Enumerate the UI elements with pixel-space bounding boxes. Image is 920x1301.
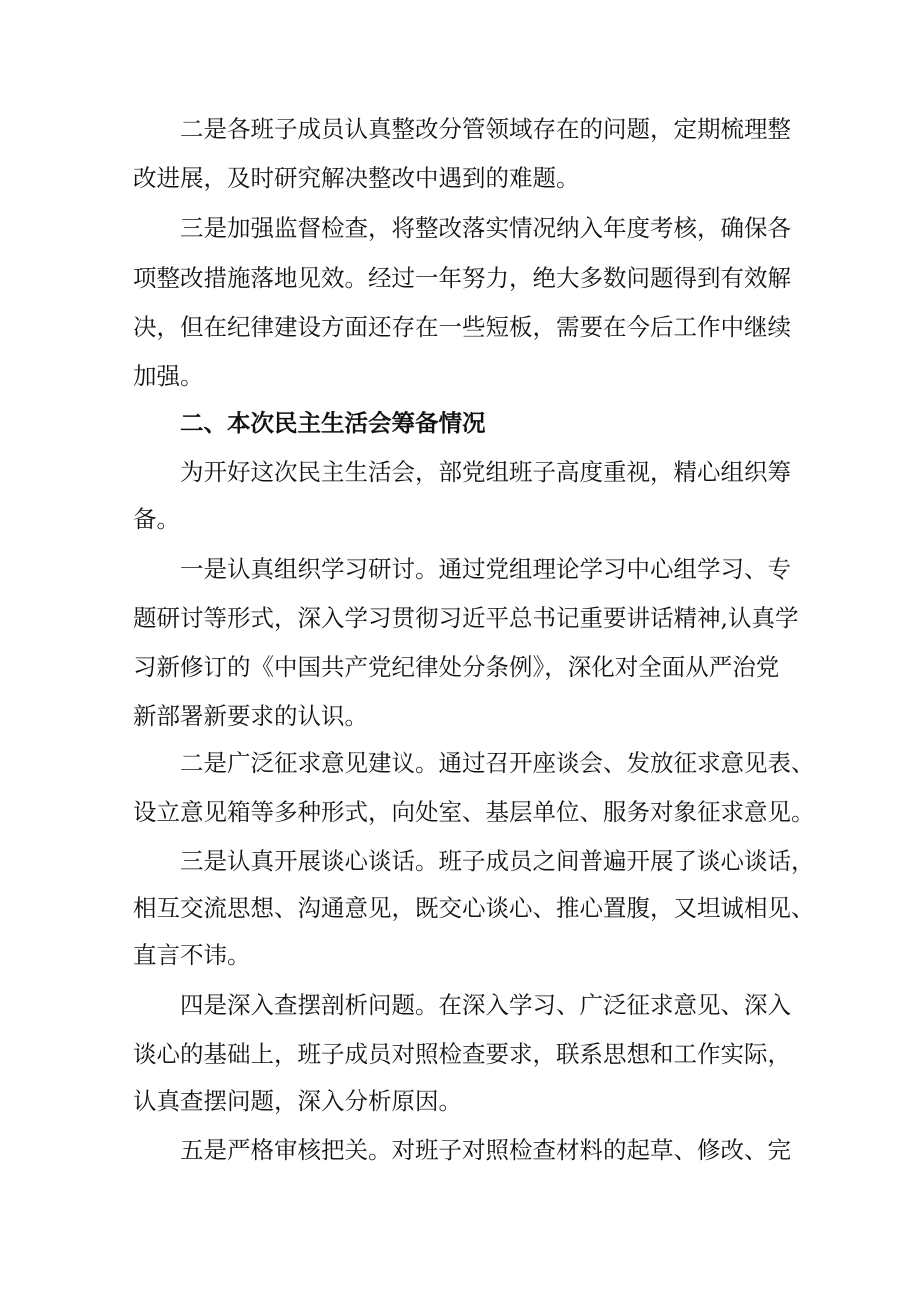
- text-line: 决，但在纪律建设方面还存在一些短板，需要在今后工作中继续: [133, 313, 791, 341]
- text-line: 二是各班子成员认真整改分管领域存在的问题，定期梳理整: [180, 115, 791, 143]
- text-line: 设立意见箱等多种形式，向处室、基层单位、服务对象征求意见。: [133, 798, 815, 826]
- text-line: 五是严格审核把关。对班子对照检查材料的起草、修改、完: [180, 1136, 791, 1164]
- text-line: 三是加强监督检查，将整改落实情况纳入年度考核，确保各: [180, 214, 791, 242]
- text-line: 谈心的基础上，班子成员对照检查要求，联系思想和工作实际，: [133, 1040, 791, 1068]
- text-line: 加强。: [133, 362, 204, 390]
- text-line: 备。: [133, 505, 180, 533]
- text-line: 四是深入查摆剖析问题。在深入学习、广泛征求意见、深入: [180, 991, 791, 1019]
- text-line: 为开好这次民主生活会，部党组班子高度重视，精心组织筹: [180, 458, 791, 486]
- text-line: 认真查摆问题，深入分析原因。: [133, 1087, 462, 1115]
- text-line: 项整改措施落地见效。经过一年努力，绝大多数问题得到有效解: [133, 264, 791, 292]
- text-line: 二是广泛征求意见建议。通过召开座谈会、发放征求意见表、: [180, 749, 815, 777]
- text-line: 直言不讳。: [133, 941, 251, 969]
- text-line: 习新修订的《中国共产党纪律处分条例》，深化对全面从严治党: [133, 653, 780, 681]
- text-line: 改进展，及时研究解决整改中遇到的难题。: [133, 164, 580, 192]
- section-heading: 二、本次民主生活会筹备情况: [180, 409, 486, 437]
- text-line: 三是认真开展谈心谈话。班子成员之间普遍开展了谈心谈话，: [180, 847, 815, 875]
- text-line: 相互交流思想、沟通意见，既交心谈心、推心置腹，又坦诚相见、: [133, 894, 815, 922]
- text-line: 新部署新要求的认识。: [133, 702, 368, 730]
- text-line: 题研讨等形式，深入学习贯彻习近平总书记重要讲话精神,认真学: [133, 604, 799, 632]
- text-line: 一是认真组织学习研讨。通过党组理论学习中心组学习、专: [180, 555, 791, 583]
